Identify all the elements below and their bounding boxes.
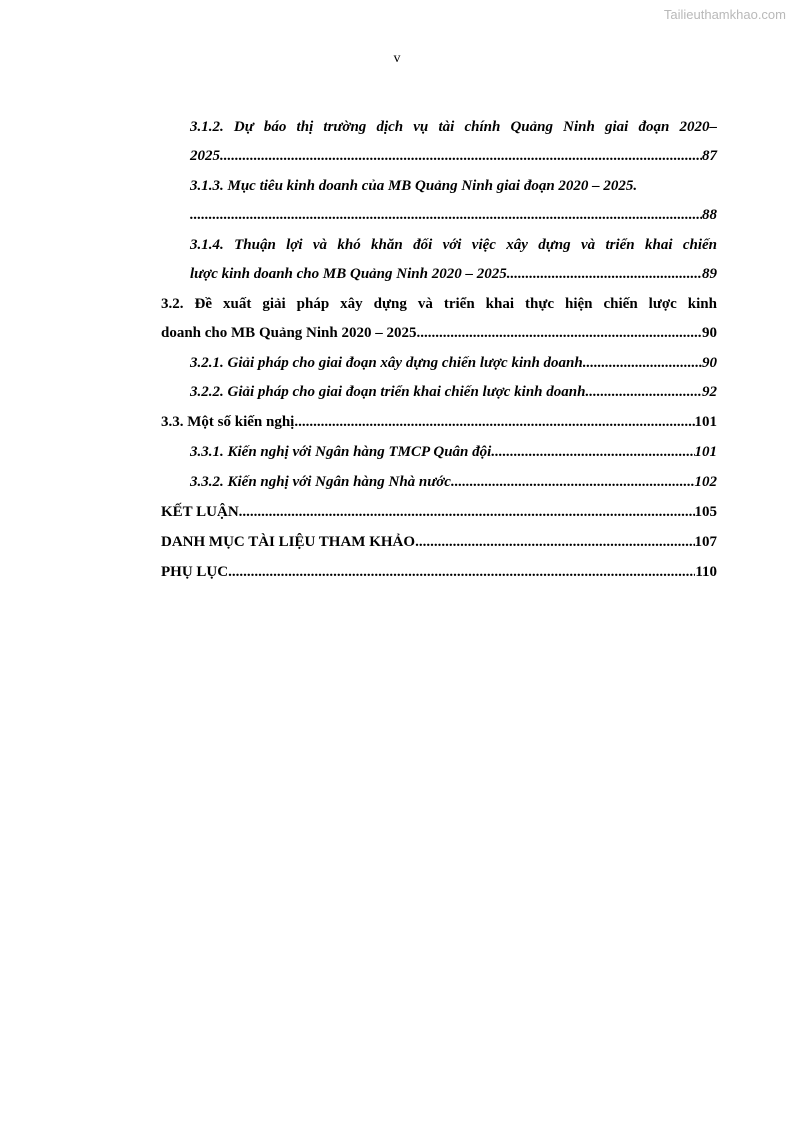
toc-page-number: 101 <box>694 414 717 430</box>
toc-entry-3-2-line1[interactable]: 3.2. Đề xuất giải pháp xây dựng và triển khai thực hiện chiến lược kinh <box>161 296 717 312</box>
toc-entry-3-1-4-line2[interactable] <box>190 264 717 284</box>
toc-entry-3-1-2-line2[interactable] <box>190 146 717 166</box>
toc-entry-3-1-2-line1[interactable]: 3.1.2. Dự báo thị trường dịch vụ tài chính Quảng Ninh giai đoạn 2020– <box>190 119 717 135</box>
toc-entry-3-3[interactable] <box>161 412 717 432</box>
toc-page-number: 89 <box>702 266 717 282</box>
dot-leader <box>585 382 702 402</box>
page-number: v <box>393 51 401 66</box>
toc-entry-3-1-3-line2[interactable] <box>190 205 717 225</box>
toc-entry-title: KẾT LUẬN <box>161 504 239 520</box>
toc-entry-title: 3.3.1. Kiến nghị với Ngân hàng TMCP Quân đội <box>190 444 492 460</box>
toc-entry-title: 3.2.1. Giải pháp cho giai đoạn xây dựng chiến lược kinh doanh <box>190 355 583 371</box>
toc-page-number: 90 <box>702 325 717 341</box>
toc-entry-title: 3.2.2. Giải pháp cho giai đoạn triển khai chiến lược kinh doanh <box>190 384 586 400</box>
toc-entry-title: 3.3. Một số kiến nghị <box>161 414 295 430</box>
toc-entry-3-2-1[interactable] <box>190 353 717 373</box>
dot-leader <box>239 502 695 522</box>
toc-entry-title: 3.3.2. Kiến nghị với Ngân hàng Nhà nước <box>190 474 451 490</box>
toc-page-number: 90 <box>702 355 717 371</box>
toc-entry-title: doanh cho MB Quảng Ninh 2020 – 2025 <box>161 325 417 341</box>
dot-leader <box>415 532 694 552</box>
toc-entry-phu-luc[interactable] <box>161 562 717 582</box>
toc-page-number: 88 <box>702 207 717 223</box>
toc-page-number: 92 <box>702 384 717 400</box>
dot-leader <box>228 562 695 582</box>
toc-entry-3-3-1[interactable] <box>190 442 717 462</box>
toc-page-number: 110 <box>695 564 717 580</box>
toc-entry-3-2-line2[interactable] <box>161 323 717 343</box>
toc-entry-3-3-2[interactable] <box>190 472 717 492</box>
dot-leader <box>491 442 694 462</box>
toc-entry-title: lược kinh doanh cho MB Quảng Ninh 2020 – 2025. <box>190 266 511 282</box>
toc-page-number: 102 <box>694 474 717 490</box>
dot-leader <box>190 205 702 225</box>
toc-entry-ket-luan[interactable] <box>161 502 717 522</box>
watermark: Tailieuthamkhao.com <box>663 7 786 22</box>
dot-leader <box>220 146 702 166</box>
toc-page-number: 105 <box>694 504 717 520</box>
toc-page-number: 87 <box>702 148 717 164</box>
dot-leader <box>583 353 702 373</box>
dot-leader <box>510 264 702 284</box>
toc-entry-3-1-3-line1[interactable]: 3.1.3. Mục tiêu kinh doanh của MB Quảng Ninh giai đoạn 2020 – 2025. <box>190 178 638 194</box>
toc-entry-danh-muc-tai-lieu[interactable] <box>161 532 717 552</box>
toc-entry-title: DANH MỤC TÀI LIỆU THAM KHẢO <box>161 534 416 550</box>
dot-leader <box>416 323 702 343</box>
dot-leader <box>451 472 695 492</box>
toc-page-number: 107 <box>694 534 717 550</box>
toc-entry-3-1-4-line1[interactable]: 3.1.4. Thuận lợi và khó khăn đối với việc xây dựng và triển khai chiến <box>190 237 717 253</box>
toc-page-number: 101 <box>694 444 717 460</box>
dot-leader <box>294 412 694 432</box>
toc-entry-3-2-2[interactable] <box>190 382 717 402</box>
toc-entry-title: PHỤ LỤC <box>161 564 229 580</box>
toc-entry-title: 2025 <box>190 148 220 164</box>
